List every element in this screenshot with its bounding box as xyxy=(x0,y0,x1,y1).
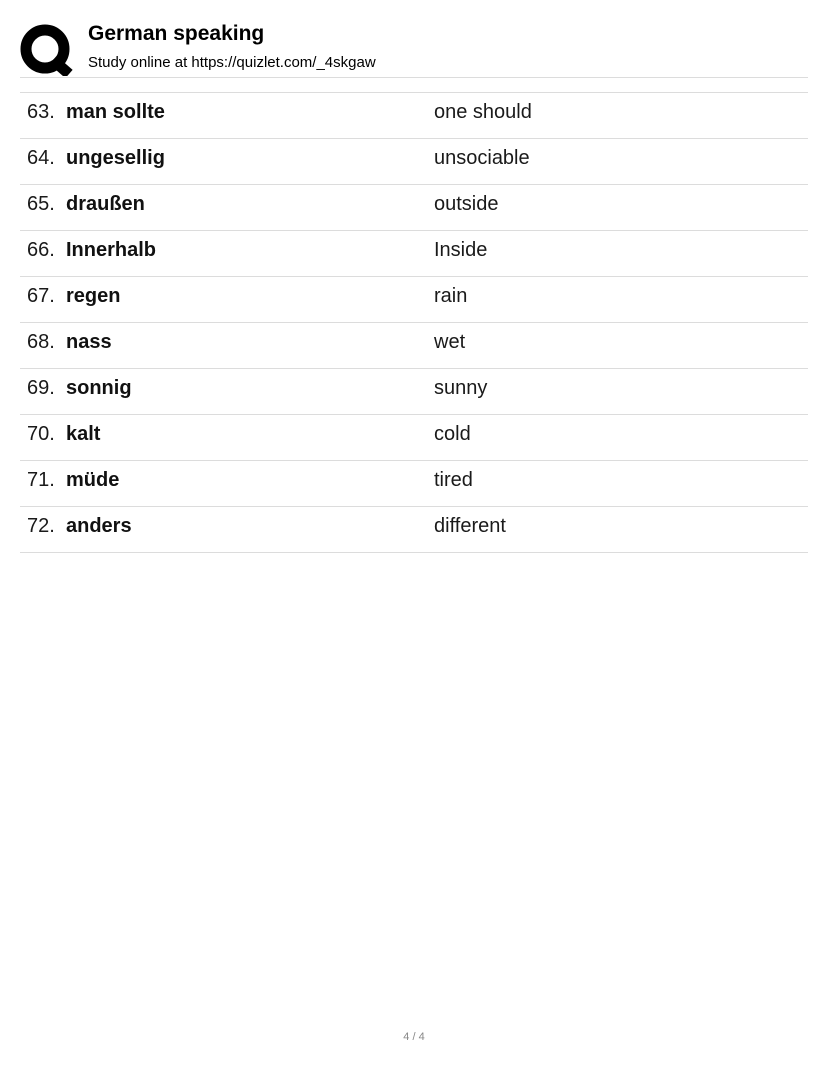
definition-text: rain xyxy=(434,285,468,307)
term-number: 64. xyxy=(27,147,55,169)
term-row xyxy=(20,415,808,461)
definition-text: tired xyxy=(434,469,473,491)
definition-text: outside xyxy=(434,193,499,215)
term-number: 65. xyxy=(27,193,55,215)
term-row xyxy=(20,185,808,231)
term-number: 69. xyxy=(27,377,55,399)
term-number: 63. xyxy=(27,101,55,123)
set-title: German speaking xyxy=(88,22,265,45)
term-number: 66. xyxy=(27,239,55,261)
term-text: nass xyxy=(66,331,112,353)
term-number: 67. xyxy=(27,285,55,307)
page-number: 4 / 4 xyxy=(403,1031,425,1043)
term-row xyxy=(20,277,808,323)
definition-text: sunny xyxy=(434,377,488,399)
quizlet-logo-icon xyxy=(20,24,74,76)
term-text: regen xyxy=(66,285,121,307)
definition-text: one should xyxy=(434,101,532,123)
term-number: 72. xyxy=(27,515,55,537)
term-text: sonnig xyxy=(66,377,132,399)
term-number: 70. xyxy=(27,423,55,445)
term-row xyxy=(20,507,808,553)
term-row xyxy=(20,231,808,277)
definition-text: unsociable xyxy=(434,147,530,169)
term-text: ungesellig xyxy=(66,147,165,169)
definition-text: wet xyxy=(434,331,466,353)
term-text: müde xyxy=(66,469,120,491)
term-list xyxy=(20,92,808,553)
term-text: draußen xyxy=(66,193,145,215)
term-number: 71. xyxy=(27,469,55,491)
term-row xyxy=(20,139,808,185)
term-row xyxy=(20,323,808,369)
definition-text: different xyxy=(434,515,506,537)
term-text: anders xyxy=(66,515,132,537)
term-row xyxy=(20,461,808,507)
term-text: kalt xyxy=(66,423,101,445)
term-text: man sollte xyxy=(66,101,165,123)
definition-text: cold xyxy=(434,423,471,445)
term-row xyxy=(20,369,808,415)
term-row xyxy=(20,93,808,139)
study-online-link[interactable]: Study online at https://quizlet.com/_4skgaw xyxy=(88,54,376,71)
definition-text: Inside xyxy=(434,239,488,261)
term-number: 68. xyxy=(27,331,55,353)
page-header xyxy=(20,20,808,78)
term-text: Innerhalb xyxy=(66,239,157,261)
